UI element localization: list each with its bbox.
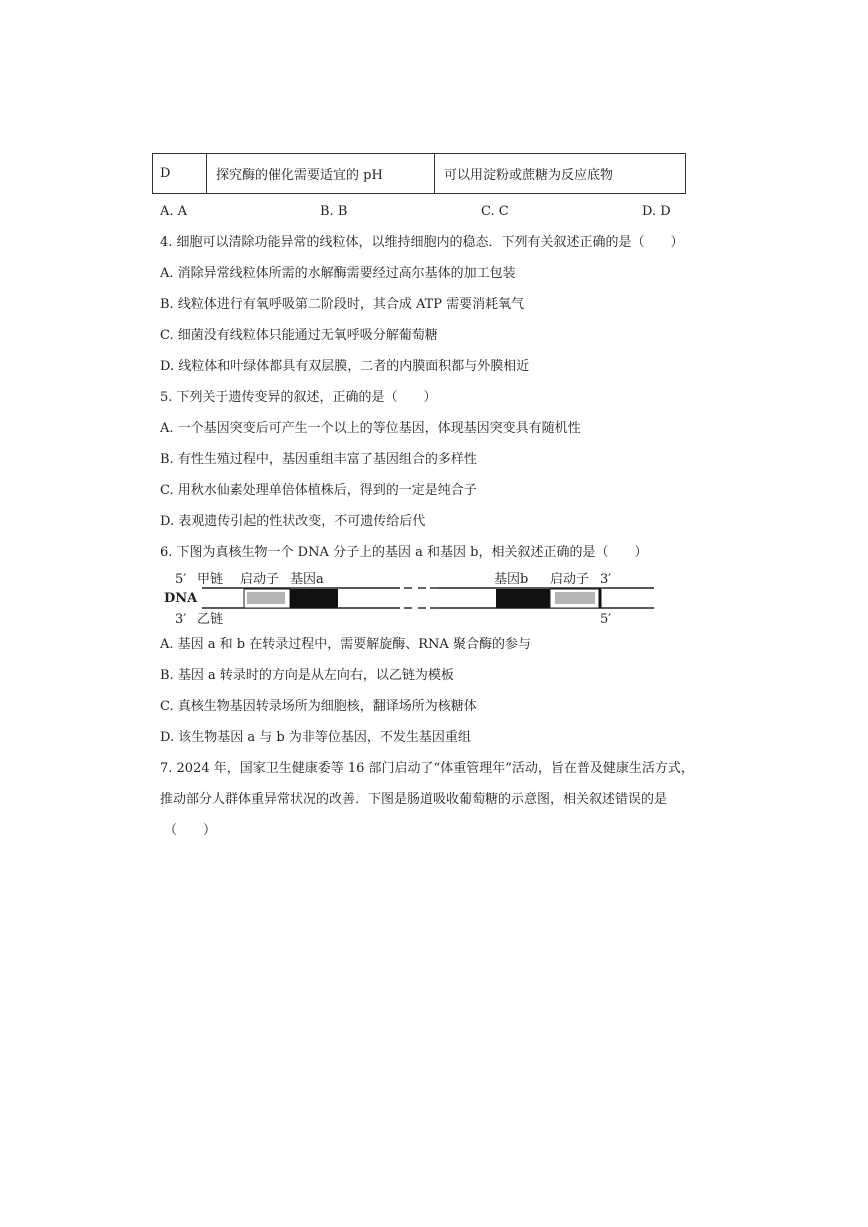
- q3-options: [160, 204, 680, 222]
- promoter-left-fill: [247, 592, 285, 604]
- dna-label: DNA: [164, 591, 198, 606]
- table-cell-material: 可以用淀粉或蔗糖为反应底物: [444, 168, 614, 183]
- experiment-table-row: [152, 153, 686, 194]
- q6-option-c[interactable]: C. 真核生物基因转录场所为细胞核，翻译场所为核糖体: [160, 699, 477, 714]
- q3-option-d[interactable]: D. D: [642, 204, 671, 219]
- q4-option-d[interactable]: D. 线粒体和叶绿体都具有双层膜，二者的内膜面积都与外膜相近: [160, 359, 530, 374]
- q7-answer-blank: （ ）: [164, 823, 217, 838]
- q6-stem: 6. 下图为真核生物一个 DNA 分子上的基因 a 和基因 b，相关叙述正确的是（ ）: [160, 545, 648, 560]
- dna-diagram: [160, 568, 660, 628]
- gene-a-box: [290, 589, 338, 608]
- gene-b-box: [496, 589, 550, 608]
- q4-option-b[interactable]: B. 线粒体进行有氧呼吸第二阶段时，其合成 ATP 需要消耗氧气: [160, 297, 525, 312]
- q4-option-c[interactable]: C. 细菌没有线粒体只能通过无氧呼吸分解葡萄糖: [160, 328, 438, 343]
- q3-option-b[interactable]: B. B: [320, 204, 348, 219]
- q7-stem-line2: 推动部分人群体重异常状况的改善．下图是肠道吸收葡萄糖的示意图，相关叙述错误的是: [160, 792, 668, 807]
- promoter-left-label: 启动子: [240, 572, 280, 587]
- bottom-strand-label: 乙链: [197, 612, 224, 627]
- q3-option-c[interactable]: C. C: [481, 204, 509, 219]
- q4-stem: 4. 细胞可以清除功能异常的线粒体，以维持细胞内的稳态．下列有关叙述正确的是（ ）: [160, 235, 684, 250]
- promoter-right-label: 启动子: [550, 572, 590, 587]
- gene-b-label: 基因b: [494, 572, 529, 587]
- q5-option-d[interactable]: D. 表观遗传引起的性状改变，不可遗传给后代: [160, 514, 426, 529]
- q7-stem-line1: 7. 2024 年，国家卫生健康委等 16 部门启动了“体重管理年”活动，旨在普及健康生活方式，: [160, 761, 694, 776]
- q3-option-a[interactable]: A. A: [160, 204, 188, 219]
- q5-option-a[interactable]: A. 一个基因突变后可产生一个以上的等位基因，体现基因突变具有随机性: [160, 421, 581, 436]
- q6-option-a[interactable]: A. 基因 a 和 b 在转录过程中，需要解旋酶、RNA 聚合酶的参与: [160, 637, 531, 652]
- q5-option-b[interactable]: B. 有性生殖过程中，基因重组丰富了基因组合的多样性: [160, 452, 477, 467]
- promoter-right-fill: [555, 592, 595, 604]
- q5-stem: 5. 下列关于遗传变异的叙述，正确的是（ ）: [160, 390, 437, 405]
- table-cell-option: D: [153, 154, 207, 193]
- dna-diagram-svg: [160, 568, 660, 628]
- bottom-right-end-label: 5′: [600, 612, 612, 627]
- q4-option-a[interactable]: A. 消除异常线粒体所需的水解酶需要经过高尔基体的加工包装: [160, 266, 516, 281]
- top-left-end-label: 5′: [175, 572, 187, 587]
- q5-option-c[interactable]: C. 用秋水仙素处理单倍体植株后，得到的一定是纯合子: [160, 483, 477, 498]
- q6-option-d[interactable]: D. 该生物基因 a 与 b 为非等位基因，不发生基因重组: [160, 730, 471, 745]
- bottom-left-end-label: 3′: [175, 612, 187, 627]
- top-right-end-label: 3′: [600, 572, 612, 587]
- table-cell-experiment: 探究酶的催化需要适宜的 pH: [207, 154, 435, 193]
- gene-a-label: 基因a: [290, 572, 324, 587]
- q6-option-b[interactable]: B. 基因 a 转录时的方向是从左向右，以乙链为模板: [160, 668, 454, 683]
- top-strand-label: 甲链: [197, 572, 224, 587]
